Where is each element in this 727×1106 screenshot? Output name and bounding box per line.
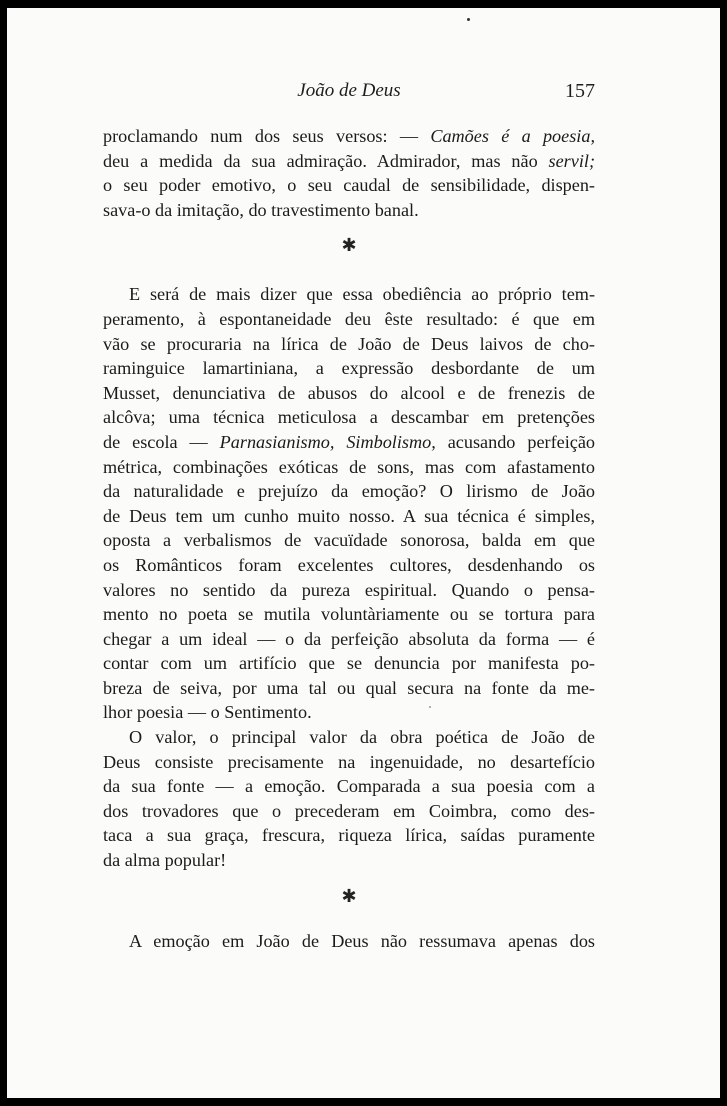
line-text: Musset, denunciativa de abusos do alcool e de frenezis de <box>103 382 595 403</box>
paragraph <box>103 929 595 954</box>
text-line <box>103 124 595 149</box>
text-line <box>103 504 595 529</box>
line-text: A emoção em João de Deus não ressumava apenas dos <box>129 930 595 951</box>
running-title: João de Deus <box>297 80 401 101</box>
text-line <box>103 774 595 799</box>
line-text: de Deus tem um cunho muito nosso. A sua técnica é simples, <box>103 505 595 526</box>
italic-text: servil; <box>548 150 595 171</box>
line-text: oposta a verbalismos de vacuïdade sonorosa, balda em que <box>103 530 595 551</box>
print-speck <box>467 18 470 21</box>
line-text: taca a sua graça, frescura, riqueza lírica, saídas puramente <box>103 825 595 846</box>
text-line <box>103 676 595 701</box>
line-text: vão se procuraria na lírica de João de Deus laivos de cho- <box>103 333 595 354</box>
text-line <box>103 356 595 381</box>
page-body <box>103 124 595 953</box>
line-text: mento no poeta se mutila voluntàriamente ou se tortura para <box>103 604 595 625</box>
line-text: lhor poesia — o Sentimento. <box>103 702 312 723</box>
text-line <box>103 799 595 824</box>
line-text: dos trovadores que o precederam em Coimbra, como des- <box>103 800 595 821</box>
text-line <box>103 700 595 725</box>
line-text: Deus consiste precisamente na ingenuidade, no desartefício <box>103 751 595 772</box>
text-line <box>103 430 595 455</box>
line-text: da alma popular! <box>103 850 227 871</box>
text-line <box>103 455 595 480</box>
line-text: métrica, combinações exóticas de sons, mas com afastamento <box>103 456 595 477</box>
page-header <box>103 80 595 104</box>
text-line <box>103 307 595 332</box>
line-text: o seu poder emotivo, o seu caudal de sensibilidade, dispen- <box>103 175 595 196</box>
italic-text: Camões é a poesia, <box>430 126 595 146</box>
line-text: peramento, à espontaneidade deu êste resultado: é que em <box>103 308 595 329</box>
text-line <box>103 823 595 848</box>
text-line <box>103 725 595 750</box>
line-text: O valor, o principal valor da obra poética de João de <box>129 727 595 748</box>
paragraph <box>103 282 595 725</box>
line-text: de escola — <box>103 431 220 452</box>
text-line <box>103 578 595 603</box>
text-line <box>103 848 595 873</box>
page-number: 157 <box>565 80 595 102</box>
line-text: breza de seiva, por uma tal ou qual secura na fonte da me- <box>103 677 595 698</box>
text-line <box>103 405 595 430</box>
line-text: deu a medida da sua admiração. Admirador, mas não <box>103 150 549 171</box>
text-line <box>103 750 595 775</box>
section-separator: ✱ <box>341 885 357 906</box>
text-line <box>103 528 595 553</box>
line-text: chegar a um ideal — o da perfeição absoluta da forma — é <box>103 628 595 649</box>
italic-text: Parnasianismo, Simbolismo, <box>219 431 436 452</box>
line-text: da sua fonte — a emoção. Comparada a sua poesia com a <box>103 776 595 797</box>
line-text: valores no sentido da pureza espiritual. Quando o pensa- <box>103 579 595 600</box>
paragraph <box>103 725 595 873</box>
text-line <box>103 381 595 406</box>
text-line <box>103 149 595 174</box>
line-text: E será de mais dizer que essa obediência ao próprio tem- <box>129 284 595 305</box>
text-line <box>103 198 595 223</box>
line-text: alcôva; uma técnica meticulosa a descambar em pretenções <box>103 407 595 428</box>
line-text: acusando perfeição <box>435 431 595 452</box>
paragraph <box>103 124 595 222</box>
line-text: da naturalidade e prejuízo da emoção? O lirismo de João <box>103 481 595 502</box>
text-line <box>103 553 595 578</box>
text-line <box>103 282 595 307</box>
line-text: raminguice lamartiniana, a expressão desbordante de um <box>103 358 595 379</box>
book-page <box>7 8 720 1098</box>
text-line <box>103 929 595 954</box>
text-line <box>103 627 595 652</box>
line-text: os Românticos foram excelentes cultores, desdenhando os <box>103 554 595 575</box>
line-text: sava-o da imitação, do travestimento banal. <box>103 199 419 220</box>
text-line <box>103 651 595 676</box>
text-line <box>103 602 595 627</box>
line-text: contar com um artifício que se denuncia por manifesta po- <box>103 653 595 674</box>
line-text: proclamando num dos seus versos: — <box>103 126 431 146</box>
section-separator: ✱ <box>341 235 357 256</box>
text-line <box>103 479 595 504</box>
text-line <box>103 173 595 198</box>
text-line <box>103 332 595 357</box>
